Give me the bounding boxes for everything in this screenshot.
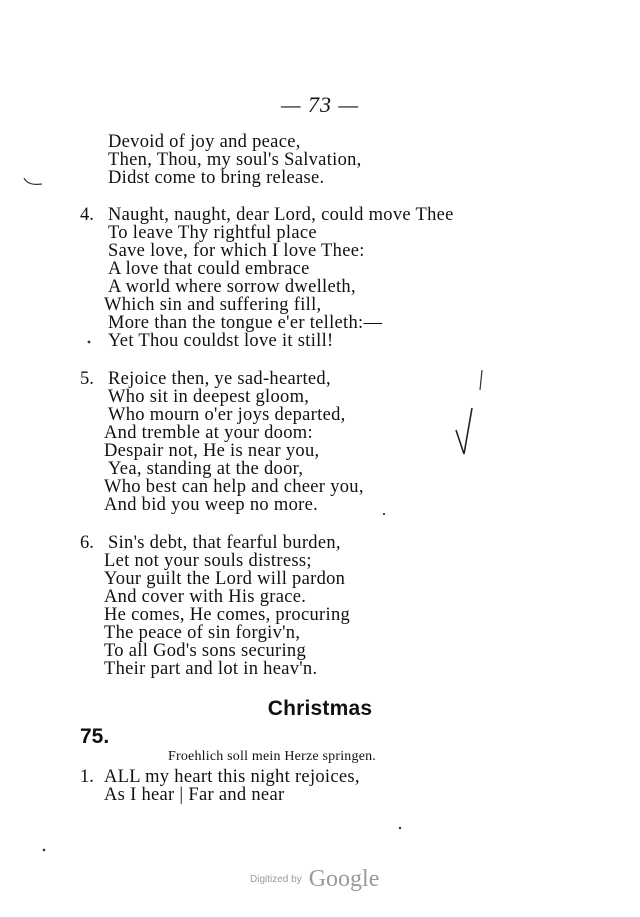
verse-line: Their part and lot in heav'n. — [104, 659, 318, 679]
digitized-by-label: Digitized by — [250, 874, 302, 885]
verse-line: He comes, He comes, procuring — [104, 605, 351, 625]
pencil-dot — [86, 336, 94, 346]
hymn-number: 75. — [80, 725, 110, 748]
verse-line: Devoid of joy and peace, — [108, 132, 301, 152]
stanza-number: 1. — [80, 767, 94, 787]
verse-line: And bid you weep no more. — [104, 495, 319, 515]
verse-line: Save love, for which I love Thee: — [108, 241, 365, 261]
verse-line: To all God's sons securing — [104, 641, 307, 661]
verse-line: Then, Thou, my soul's Salvation, — [108, 150, 362, 170]
verse-line: Who best can help and cheer you, — [104, 477, 364, 497]
pencil-mark — [20, 170, 50, 190]
stanza-number: 5. — [80, 369, 94, 389]
verse-line: Who mourn o'er joys departed, — [108, 405, 346, 425]
verse-line: And cover with His grace. — [104, 587, 307, 607]
google-logo: Google — [308, 866, 380, 892]
verse-line: Who sit in deepest gloom, — [108, 387, 310, 407]
pencil-dot — [380, 508, 390, 518]
verse-line: Yea, standing at the door, — [108, 459, 304, 479]
pencil-dot — [40, 846, 50, 856]
verse-line: Didst come to bring release. — [108, 168, 325, 188]
verse-line: ALL my heart this night rejoices, — [104, 767, 360, 787]
verse-line: Rejoice then, ye sad-hearted, — [108, 369, 331, 389]
pencil-dot — [396, 824, 406, 834]
verse-line: To leave Thy rightful place — [108, 223, 317, 243]
verse-line: Yet Thou couldst love it still! — [108, 331, 334, 351]
page-number: — 73 — — [280, 92, 360, 117]
verse-line: And tremble at your doom: — [104, 423, 313, 443]
stanza-number: 6. — [80, 533, 94, 553]
verse-line: A world where sorrow dwelleth, — [108, 277, 356, 297]
verse-line: Let not your souls distress; — [104, 551, 312, 571]
stanza-number: 4. — [80, 205, 94, 225]
verse-line: The peace of sin forgiv'n, — [104, 623, 301, 643]
verse-line: Your guilt the Lord will pardon — [104, 569, 346, 589]
verse-line: Which sin and suffering fill, — [104, 295, 322, 315]
section-title: Christmas — [267, 697, 373, 720]
tune-name: Froehlich soll mein Herze springen. — [168, 749, 377, 764]
digitized-watermark — [250, 866, 379, 893]
pencil-checkmark — [448, 368, 498, 468]
verse-line: Naught, naught, dear Lord, could move Thee — [108, 205, 454, 225]
verse-line: Sin's debt, that fearful burden, — [108, 533, 341, 553]
verse-line: A love that could embrace — [108, 259, 310, 279]
verse-line: More than the tongue e'er telleth:— — [108, 313, 383, 333]
verse-line: As I hear | Far and near — [104, 785, 285, 805]
verse-line: Despair not, He is near you, — [104, 441, 320, 461]
